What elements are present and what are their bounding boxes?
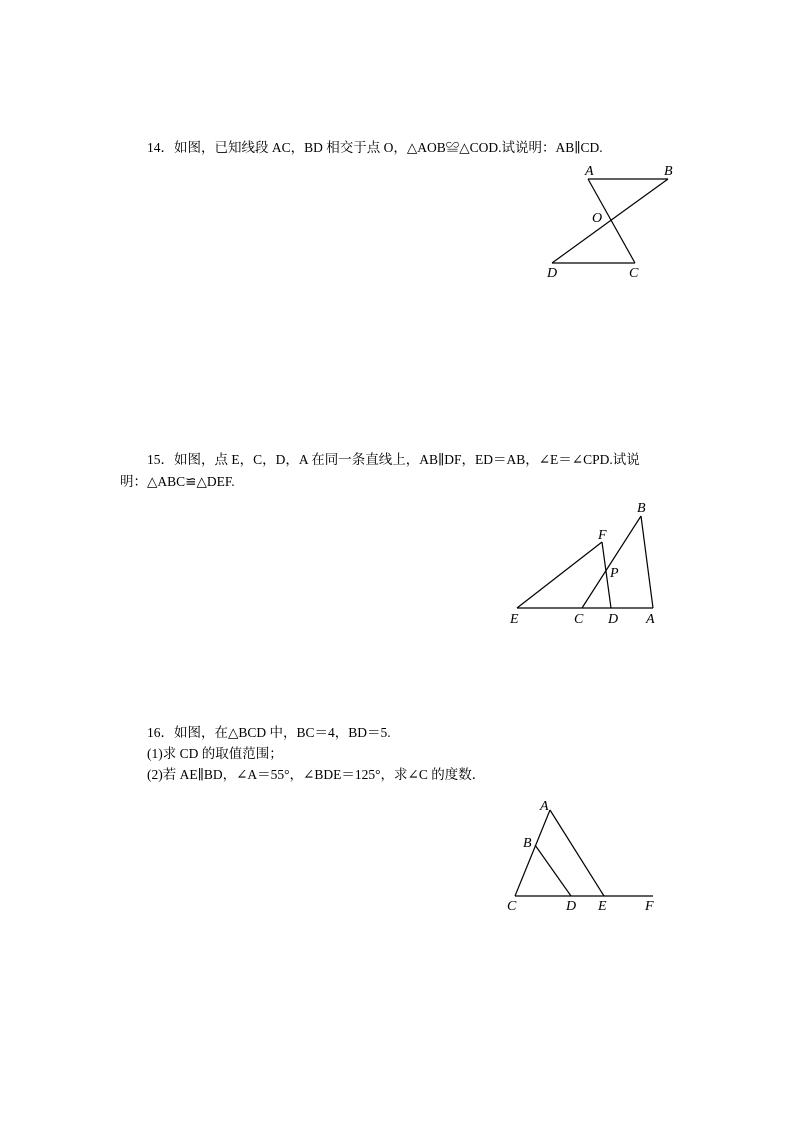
label-O: O xyxy=(592,211,603,226)
question-15-line-1: 15．如图，点 E，C，D，A 在同一条直线上，AB∥DF，ED＝AB，∠E＝∠CPD.试说 xyxy=(147,452,640,467)
figure-14 xyxy=(546,164,673,281)
segment-cb xyxy=(582,516,641,608)
segment-ae xyxy=(550,810,604,896)
segment-ca xyxy=(515,810,550,896)
label-B: B xyxy=(637,501,646,516)
label-A: A xyxy=(540,799,549,814)
label-F: F xyxy=(645,899,654,914)
label-D: D xyxy=(547,266,558,281)
label-C: C xyxy=(629,266,639,281)
label-C: C xyxy=(507,899,517,914)
label-D: D xyxy=(608,612,619,627)
question-16-line-1: 16．如图，在△BCD 中，BC＝4，BD＝5. xyxy=(147,725,391,740)
segment-ba xyxy=(641,516,653,608)
label-B: B xyxy=(664,164,673,179)
label-A: A xyxy=(646,612,655,627)
figure-16 xyxy=(507,799,654,914)
label-A: A xyxy=(585,164,594,179)
segment-ef xyxy=(517,542,602,608)
question-15-line-2: 明：△ABC≌△DEF. xyxy=(120,474,235,489)
figure-15 xyxy=(509,501,655,627)
label-C: C xyxy=(574,612,584,627)
label-F: F xyxy=(598,528,607,543)
question-16-part-2: (2)若 AE∥BD，∠A＝55°，∠BDE＝125°，求∠C 的度数． xyxy=(147,767,486,782)
segment-bd xyxy=(535,845,571,896)
label-D: D xyxy=(566,899,577,914)
segment-bd xyxy=(552,179,668,263)
question-16-part-1: (1)求 CD 的取值范围； xyxy=(147,746,283,761)
label-B: B xyxy=(523,836,532,851)
label-P: P xyxy=(610,566,619,581)
label-E: E xyxy=(510,612,519,627)
label-E: E xyxy=(598,899,607,914)
question-14-text: 14．如图，已知线段 AC，BD 相交于点 O，△AOB≌△COD.试说明：AB∥CD. xyxy=(147,140,603,155)
